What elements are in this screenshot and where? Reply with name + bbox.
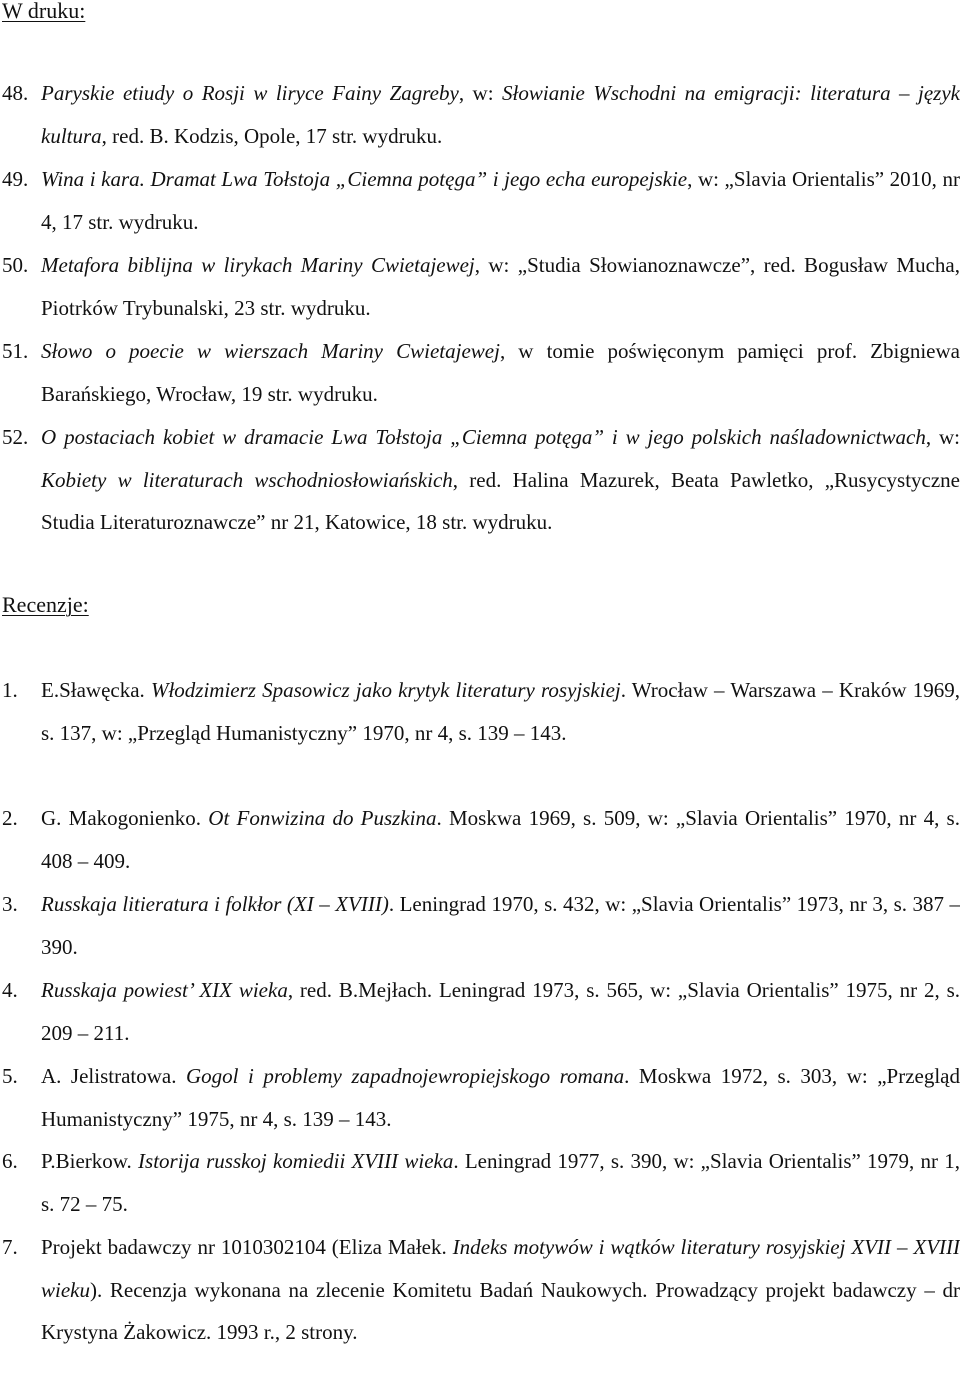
entry-title-italic: Słowo o poecie w wierszach Mariny Cwietajewej — [41, 339, 500, 363]
entry-number: 4. — [2, 978, 18, 1002]
entry-number: 51. — [2, 339, 29, 363]
entry-title-italic: Paryskie etiudy o Rosji w liryce Fainy Zagreby — [41, 81, 459, 105]
bibliography-entry — [0, 797, 960, 882]
entry-number: 3. — [2, 892, 18, 916]
entry-text — [41, 669, 960, 754]
entry-text — [41, 244, 960, 329]
entry-text-segment: . Moskwa 1969, s. 509, w: „Slavia Orientalis” 1970, nr 4, s. 408 – 409. — [41, 806, 960, 873]
entry-text-segment: . Leningrad 1977, s. 390, w: „Slavia Orientalis” 1979, nr 1, s. 72 – 75. — [41, 1149, 960, 1216]
entry-number: 7. — [2, 1235, 18, 1259]
entry-text — [41, 72, 960, 157]
section-heading-recenzje: Recenzje: — [2, 592, 89, 617]
entry-text-segment: . Wrocław – Warszawa – Kraków 1969, s. 137, w: „Przegląd Humanistyczny” 1970, nr 4, s. 139 – 143. — [41, 678, 960, 745]
bibliography-entry — [0, 669, 960, 754]
entry-text-segment: , w: „Studia Słowianoznawcze”, red. Bogusław Mucha, Piotrków Trybunalski, 23 str. wydruku. — [41, 253, 960, 320]
entry-number: 5. — [2, 1064, 18, 1088]
entry-text-segment: , w: — [458, 81, 503, 105]
entry-text — [41, 1055, 960, 1140]
entry-number: 52. — [2, 425, 29, 449]
entry-title-italic: Kobiety w literaturach wschodniosłowiańskich — [41, 467, 453, 492]
entry-title-italic: Russkaja powiest’ XIX wieka — [41, 978, 288, 1002]
entry-text-segment: A. Jelistratowa. — [41, 1064, 186, 1088]
entry-text-segment: , red. B. Kodzis, Opole, 17 str. wydruku. — [101, 123, 443, 148]
entry-title-italic: Wina i kara. Dramat Lwa Tołstoja „Ciemna potęga” i jego echa europejskie — [41, 167, 688, 191]
bibliography-entry — [0, 1140, 960, 1225]
entry-text — [41, 330, 960, 415]
entry-number: 48. — [2, 81, 29, 105]
entry-text-segment: , w: „Slavia Orientalis” 2010, nr 4, 17 str. wydruku. — [41, 167, 960, 234]
entry-title-italic: Gogol i problemy zapadnojewropiejskogo romana — [185, 1064, 625, 1088]
bibliography-entry — [0, 1055, 960, 1140]
entry-text — [41, 797, 960, 882]
entry-text-segment: G. Makogonienko. — [41, 806, 209, 830]
entry-title-italic: Metafora biblijna w lirykach Mariny Cwietajewej — [41, 253, 475, 277]
entry-text-segment: Projekt badawczy nr 1010302104 (Eliza Małek. — [41, 1235, 453, 1259]
entry-text-segment: . Moskwa 1972, s. 303, w: „Przegląd Humanistyczny” 1975, nr 4, s. 139 – 143. — [41, 1064, 960, 1131]
bibliography-entry — [0, 1226, 960, 1354]
bibliography-entry — [0, 330, 960, 415]
entry-text-segment: ). Recenzja wykonana na zlecenie Komitetu Badań Naukowych. Prowadzący projekt badawczy – dr Krystyna Żakowicz. 1993 r., 2 strony. — [41, 1277, 960, 1344]
bibliography-entry — [0, 244, 960, 329]
entry-title-italic: Ot Fonwizina do Puszkina — [208, 806, 437, 830]
entry-number: 50. — [2, 253, 29, 277]
entry-number: 6. — [2, 1149, 18, 1173]
entry-number: 49. — [2, 167, 29, 191]
entry-text-segment: , red. Halina Mazurek, Beata Pawletko, „Rusycystyczne Studia Literaturoznawcze” nr 21, Katowice, 18 str. wydruku. — [41, 467, 960, 534]
entry-text — [41, 1226, 960, 1354]
bibliography-entry — [0, 416, 960, 544]
entry-text-segment: , w tomie poświęconym pamięci prof. Zbigniewa Barańskiego, Wrocław, 19 str. wydruku. — [41, 339, 960, 406]
entry-text — [41, 883, 960, 968]
entry-number: 2. — [2, 806, 18, 830]
entry-title-italic: Włodzimierz Spasowicz jako krytyk literatury rosyjskiej — [150, 678, 621, 702]
entry-title-italic: Russkaja litieratura i folkłor (XI – XVIII) — [41, 892, 389, 916]
entry-number: 1. — [2, 678, 18, 702]
section-heading-w-druku: W druku: — [2, 0, 86, 23]
entry-text-segment: , red. B.Mejłach. Leningrad 1973, s. 565, w: „Slavia Orientalis” 1975, nr 2, s. 209 – 211. — [41, 978, 960, 1045]
entry-text — [41, 416, 960, 544]
entry-text-segment: . Leningrad 1970, s. 432, w: „Slavia Orientalis” 1973, nr 3, s. 387 – 390. — [41, 892, 960, 959]
entry-text — [41, 969, 960, 1054]
entry-title-italic: Istorija russkoj komiedii XVIII wieka — [138, 1149, 454, 1173]
entry-text — [41, 158, 960, 243]
bibliography-entry — [0, 72, 960, 157]
entry-text-segment: , w: — [925, 425, 960, 449]
entry-text — [41, 1140, 960, 1225]
entry-title-italic: Indeks motywów i wątków literatury rosyjskiej XVII – XVIII wieku — [41, 1235, 960, 1302]
bibliography-entry — [0, 969, 960, 1054]
bibliography-entry — [0, 883, 960, 968]
entry-text-segment: E.Sławęcka. — [41, 678, 151, 702]
entry-title-italic: Słowianie Wschodni na emigracji: literatura – język kultura — [41, 81, 960, 148]
bibliography-entry — [0, 158, 960, 243]
entry-title-italic: O postaciach kobiet w dramacie Lwa Tołstoja „Ciemna potęga” i w jego polskich naśladownictwach — [41, 425, 926, 449]
entry-text-segment: P.Bierkow. — [41, 1149, 139, 1173]
